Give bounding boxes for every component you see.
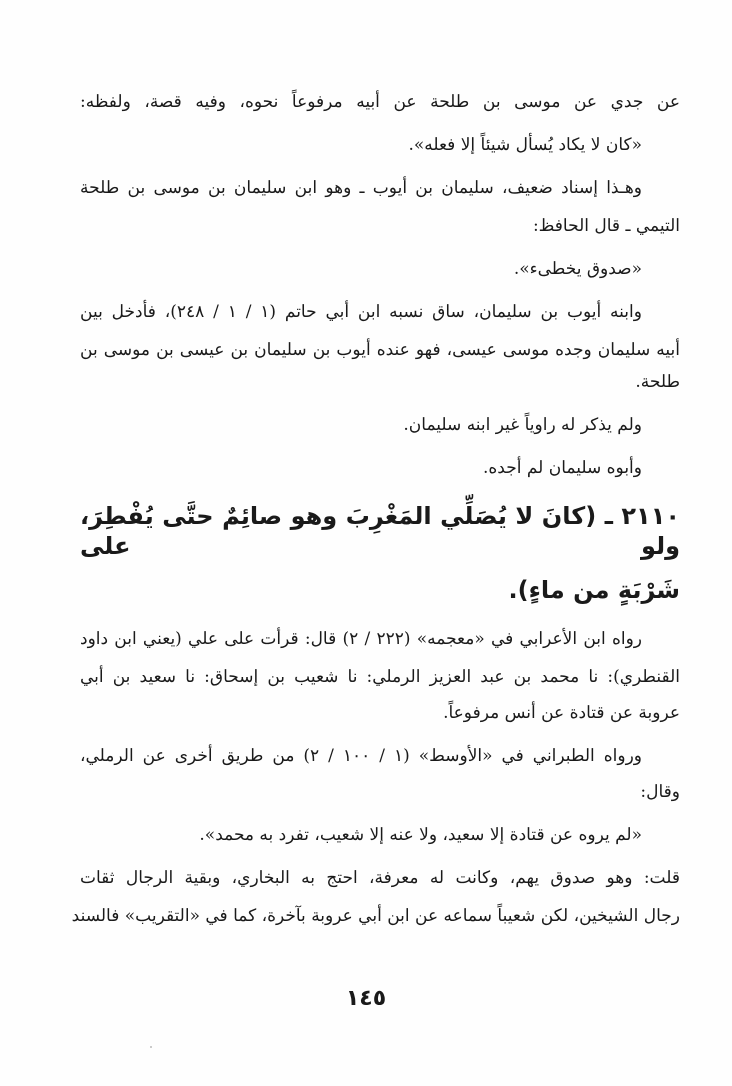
text-line: رجال الشيخين، لكن شعيباً سماعه عن ابن أبي عروبة بآخرة، كما في «التقريب» فالسند	[71, 906, 680, 926]
text-line: قلت: وهو صدوق يهم، وكانت له معرفة، احتج به البخاري، وبقية الرجال ثقات	[80, 868, 680, 888]
quote-line: «لم يروه عن قتادة إلا سعيد، ولا عنه إلا شعيب، تفرد به محمد».	[199, 825, 642, 845]
text-line: ورواه الطبراني في «الأوسط» (١ / ١٠٠ / ٢) من طريق أخرى عن الرملي،	[80, 746, 642, 766]
text-line: وابنه أيوب بن سليمان، ساق نسبه ابن أبي حاتم (١ / ١ / ٢٤٨)، فأدخل بين	[80, 302, 642, 322]
text-line: طلحة.	[635, 372, 680, 392]
hadith-heading-line: شَرْبَةٍ من ماءٍ).	[508, 576, 680, 604]
hadith-heading-line: ٢١١٠ ـ (كانَ لا يُصَلِّي المَغْرِبَ وهو صائِمٌ حتَّى يُفْطِرَ، ولو على	[80, 502, 680, 560]
quote-line: «صدوق يخطىء».	[513, 259, 642, 279]
text-line: عن جدي عن موسى بن طلحة عن أبيه مرفوعاً نحوه، وفيه قصة، ولفظه:	[80, 92, 680, 112]
text-line: التيمي ـ قال الحافظ:	[532, 216, 680, 236]
text-line: وقال:	[640, 782, 680, 802]
quote-line: «كان لا يكاد يُسأل شيئاً إلا فعله».	[408, 135, 642, 155]
scan-speck	[150, 1046, 152, 1048]
page-body	[71, 92, 680, 949]
text-line: وهـذا إسناد ضعيف، سليمان بن أيوب ـ وهو ابن سليمان بن موسى بن طلحة	[80, 178, 643, 198]
text-line: القنطري): نا محمد بن عبد العزيز الرملي: نا شعيب بن إسحاق: نا سعيد بن أبي	[80, 667, 680, 687]
page-number: ١٤٥	[345, 986, 387, 1011]
text-line: وأبوه سليمان لم أجده.	[482, 458, 642, 478]
text-line: عروبة عن قتادة عن أنس مرفوعاً.	[443, 703, 680, 723]
text-line: رواه ابن الأعرابي في «معجمه» (٢٢٢ / ٢) قال: قرأت على علي (يعني ابن داود	[80, 629, 642, 649]
text-line: ولم يذكر له راوياً غير ابنه سليمان.	[403, 415, 642, 435]
text-line: أبيه سليمان وجده موسى عيسى، فهو عنده أيوب بن سليمان بن عيسى بن موسى بن	[80, 340, 680, 360]
